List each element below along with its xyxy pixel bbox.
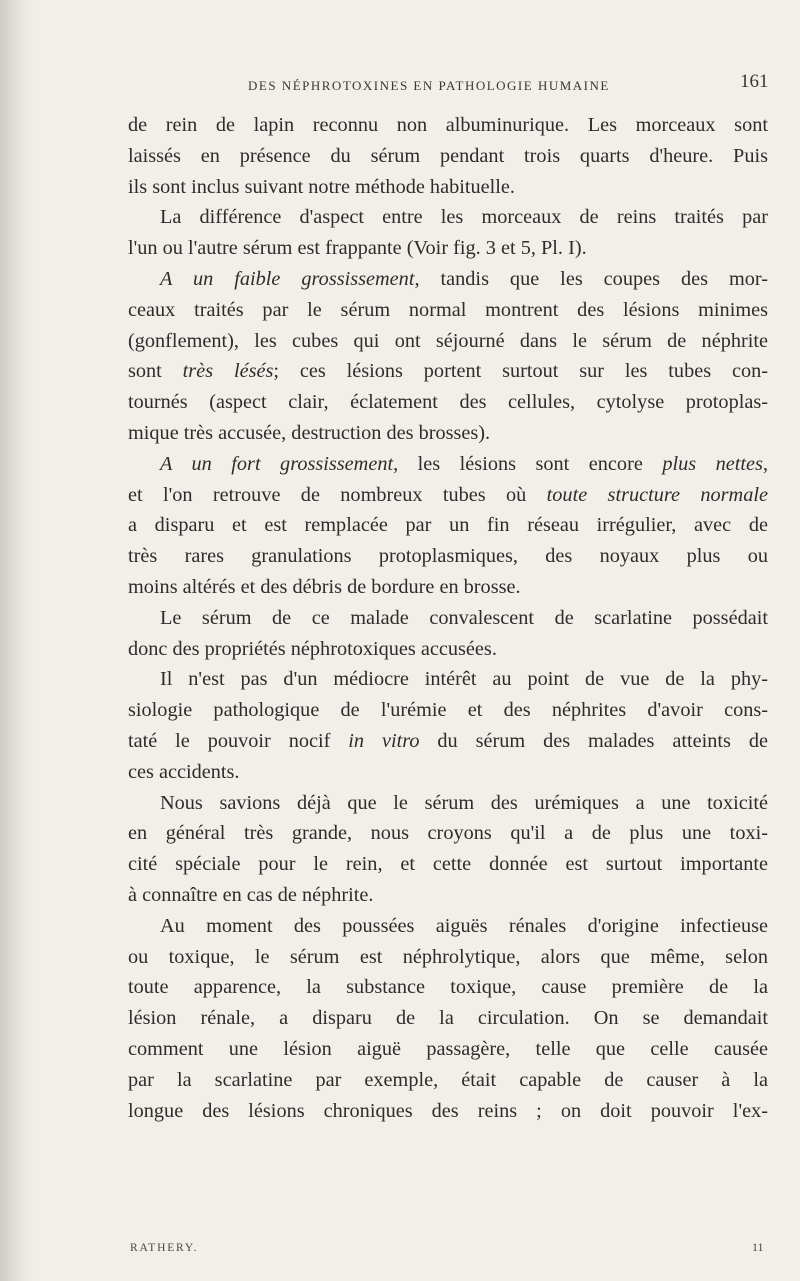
text-line: laissés en présence du sérum pendant trois quarts d'heure. Puis (128, 144, 768, 167)
text-line: tournés (aspect clair, éclatement des cellules, cytolyse protoplas- (128, 391, 768, 414)
text-span: ; ces lésions portent surtout sur les tubes con- (273, 360, 768, 383)
text-line: ils sont inclus suivant notre méthode habituelle. (128, 175, 515, 198)
page-number: 161 (740, 71, 769, 92)
text-line: siologie pathologique de l'urémie et des néphrites d'avoir cons- (128, 699, 768, 722)
text-span: , tandis que les coupes des mor- (414, 267, 768, 290)
text-line: en général très grande, nous croyons qu'il a de plus une toxi- (128, 822, 768, 845)
text-line: Au moment des poussées aiguës rénales d'origine infectieuse (160, 914, 768, 937)
text-span: taté le pouvoir nocif (128, 729, 349, 752)
text-line: donc des propriétés néphrotoxiques accusées. (128, 637, 497, 660)
text-line: cité spéciale pour le rein, et cette donnée est surtout importante (128, 853, 768, 876)
italic-text: toute structure normale (546, 483, 768, 506)
text-line: ou toxique, le sérum est néphrolytique, alors que même, selon (128, 945, 768, 968)
text-line: très rares granulations protoplasmiques, des noyaux plus ou (128, 545, 768, 568)
text-line: (gonflement), les cubes qui ont séjourné dans le sérum de néphrite (128, 329, 768, 352)
text-line (128, 726, 768, 757)
text-line: ceaux traités par le sérum normal montrent des lésions minimes (128, 298, 768, 321)
text-span: , (762, 452, 769, 475)
italic-text: A un faible grossissement (160, 267, 415, 290)
text-line (128, 449, 768, 480)
text-line: Il n'est pas d'un médiocre intérêt au point de vue de la phy- (160, 668, 768, 691)
text-line: de rein de lapin reconnu non albuminurique. Les morceaux sont (128, 114, 768, 136)
italic-text: très lésés (182, 360, 274, 383)
text-line: a disparu et est remplacée par un fin réseau irrégulier, avec de (128, 514, 768, 537)
text-line (128, 356, 768, 387)
text-line: lésion rénale, a disparu de la circulation. On se demandait (128, 1007, 768, 1030)
italic-text: in vitro (348, 729, 420, 752)
text-line: moins altérés et des débris de bordure en brosse. (128, 575, 521, 598)
text-line: l'un ou l'autre sérum est frappante (Voir fig. 3 et 5, Pl. I). (128, 237, 587, 260)
text-line: comment une lésion aiguë passagère, telle que celle causée (128, 1037, 768, 1060)
text-line: ces accidents. (128, 760, 240, 783)
text-span: et l'on retrouve de nombreux tubes où (128, 483, 547, 506)
running-head: DES NÉPHROTOXINES EN PATHOLOGIE HUMAINE (248, 78, 610, 93)
text-line: toute apparence, la substance toxique, cause première de la (128, 976, 768, 999)
text-line: Nous savions déjà que le sérum des urémiques a une toxicité (160, 791, 768, 814)
body-text (128, 110, 768, 1126)
text-line: par la scarlatine par exemple, était capable de causer à la (128, 1068, 768, 1091)
italic-text: A un fort grossissement (160, 452, 394, 475)
text-line: longue des lésions chroniques des reins ; on doit pouvoir l'ex- (128, 1099, 768, 1122)
text-span: du sérum des malades atteints de (419, 729, 768, 752)
text-line: mique très accusée, destruction des brosses). (128, 421, 491, 444)
text-line (128, 264, 768, 295)
text-span: sont (128, 360, 183, 383)
text-line (128, 480, 768, 511)
italic-text: plus nettes (662, 452, 763, 475)
printer-signature: RATHERY. (130, 1242, 199, 1254)
text-line: à connaître en cas de néphrite. (128, 883, 374, 906)
sheet-number: 11 (752, 1240, 764, 1254)
text-line: La différence d'aspect entre les morceaux de reins traités par (160, 206, 768, 229)
text-span: , les lésions sont encore (393, 452, 663, 475)
text-line: Le sérum de ce malade convalescent de scarlatine possédait (160, 606, 768, 629)
